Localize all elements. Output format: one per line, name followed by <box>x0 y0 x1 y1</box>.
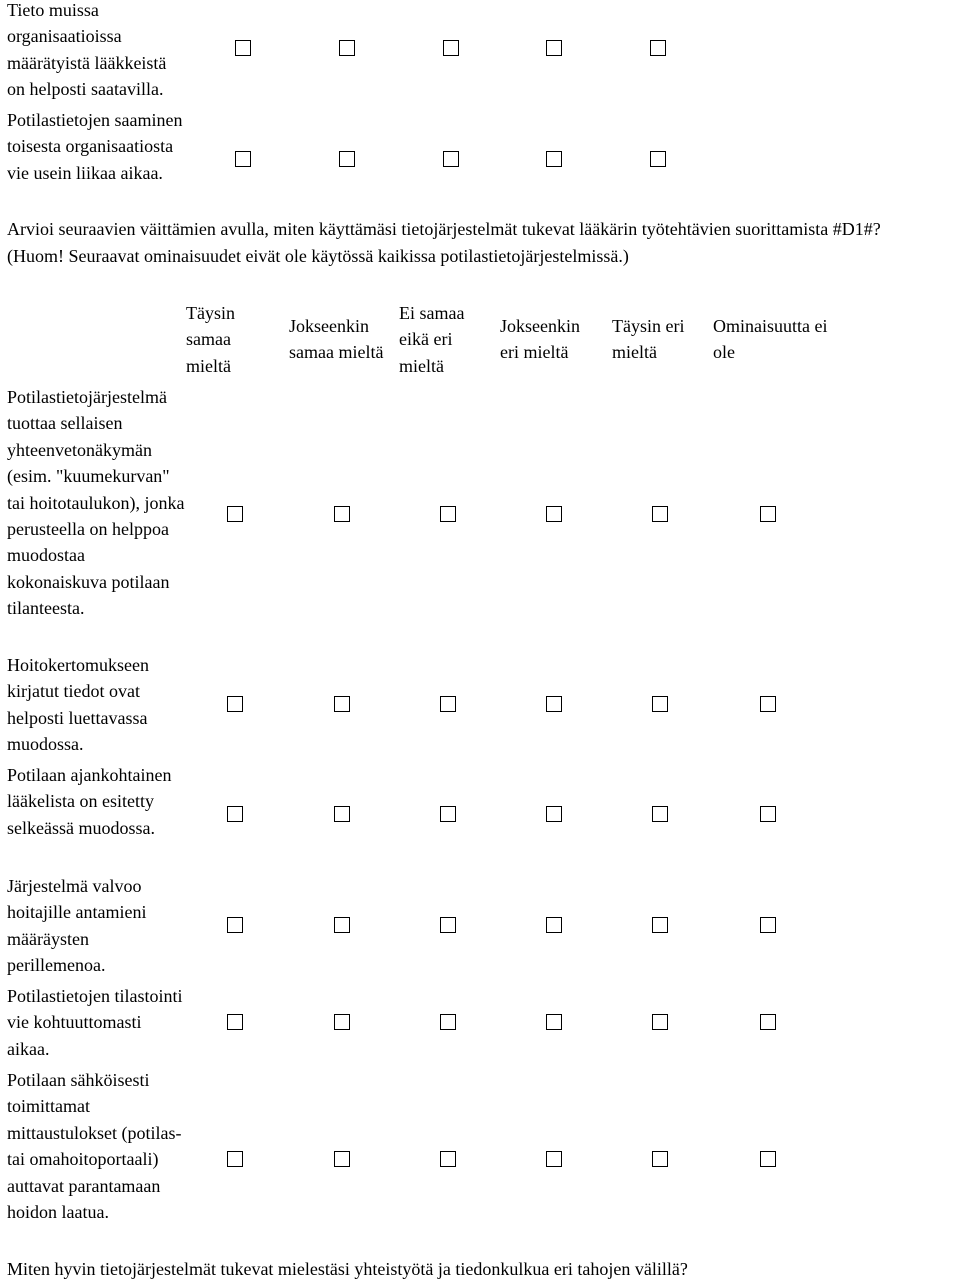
checkbox[interactable] <box>334 506 350 522</box>
checkbox[interactable] <box>760 806 776 822</box>
checkbox[interactable] <box>760 506 776 522</box>
checkbox[interactable] <box>235 40 251 56</box>
question-note: (Huom! Seuraavat ominaisuudet eivät ole käytössä kaikissa potilastietojärjestelmissä.) <box>7 246 629 266</box>
statement-text: Tieto muissa organisaatioissa määrätyistä lääkkeistä on helposti saatavilla. <box>7 0 167 100</box>
checkbox[interactable] <box>334 1014 350 1030</box>
checkbox[interactable] <box>546 806 562 822</box>
checkbox[interactable] <box>546 1014 562 1030</box>
checkbox[interactable] <box>546 1151 562 1167</box>
checkbox[interactable] <box>650 40 666 56</box>
checkbox[interactable] <box>652 506 668 522</box>
checkbox[interactable] <box>334 696 350 712</box>
statement-text: Potilastietojärjestelmä tuottaa sellaisen yhteenvetonäkymän (esim. "kuumekurvan" tai hoitotaulukon), jonka perusteella on helppoa muodostaa kokonaiskuva potilaan tilanteesta. <box>7 387 185 619</box>
question-title: Arvioi seuraavien väittämien avulla, miten käyttämäsi tietojärjestelmät tukevat lääkärin työtehtävien suorittamista #D1#? <box>7 219 881 239</box>
checkbox[interactable] <box>227 696 243 712</box>
checkbox[interactable] <box>440 806 456 822</box>
checkbox[interactable] <box>760 696 776 712</box>
checkbox[interactable] <box>339 151 355 167</box>
column-header: Jokseenkin samaa mieltä <box>289 316 384 363</box>
checkbox[interactable] <box>443 40 459 56</box>
checkbox[interactable] <box>546 917 562 933</box>
checkbox[interactable] <box>334 806 350 822</box>
checkbox[interactable] <box>650 151 666 167</box>
checkbox[interactable] <box>652 917 668 933</box>
statement-text: Potilaan sähköisesti toimittamat mittaustulokset (potilas- tai omahoitoportaali) auttavat parantamaan hoidon laatua. <box>7 1070 182 1223</box>
checkbox[interactable] <box>546 151 562 167</box>
statement-text: Potilaan ajankohtainen lääkelista on esitetty selkeässä muodossa. <box>7 765 172 838</box>
checkbox[interactable] <box>334 1151 350 1167</box>
checkbox[interactable] <box>440 917 456 933</box>
checkbox[interactable] <box>652 806 668 822</box>
checkbox[interactable] <box>334 917 350 933</box>
checkbox[interactable] <box>227 1151 243 1167</box>
checkbox[interactable] <box>546 506 562 522</box>
column-header: Ominaisuutta ei ole <box>713 316 828 363</box>
next-question-title: Miten hyvin tietojärjestelmät tukevat mielestäsi yhteistyötä ja tiedonkulkua eri tahojen välillä? <box>7 1259 688 1279</box>
checkbox[interactable] <box>546 40 562 56</box>
checkbox[interactable] <box>546 696 562 712</box>
column-header: Ei samaa eikä eri mieltä <box>399 303 465 376</box>
checkbox[interactable] <box>760 1014 776 1030</box>
checkbox[interactable] <box>227 806 243 822</box>
checkbox[interactable] <box>235 151 251 167</box>
column-header: Täysin eri mieltä <box>612 316 685 363</box>
checkbox[interactable] <box>443 151 459 167</box>
checkbox[interactable] <box>652 696 668 712</box>
column-header: Täysin samaa mieltä <box>186 303 235 376</box>
checkbox[interactable] <box>760 1151 776 1167</box>
statement-text: Potilastietojen saaminen toisesta organisaatiosta vie usein liikaa aikaa. <box>7 110 183 183</box>
checkbox[interactable] <box>440 1014 456 1030</box>
checkbox[interactable] <box>227 917 243 933</box>
checkbox[interactable] <box>760 917 776 933</box>
checkbox[interactable] <box>227 1014 243 1030</box>
checkbox[interactable] <box>440 506 456 522</box>
checkbox[interactable] <box>440 1151 456 1167</box>
checkbox[interactable] <box>339 40 355 56</box>
checkbox[interactable] <box>227 506 243 522</box>
column-header: Jokseenkin eri mieltä <box>500 316 580 363</box>
checkbox[interactable] <box>652 1151 668 1167</box>
checkbox[interactable] <box>440 696 456 712</box>
statement-text: Järjestelmä valvoo hoitajille antamieni määräysten perillemenoa. <box>7 876 147 976</box>
statement-text: Potilastietojen tilastointi vie kohtuuttomasti aikaa. <box>7 986 183 1059</box>
checkbox[interactable] <box>652 1014 668 1030</box>
statement-text: Hoitokertomukseen kirjatut tiedot ovat helposti luettavassa muodossa. <box>7 655 149 755</box>
